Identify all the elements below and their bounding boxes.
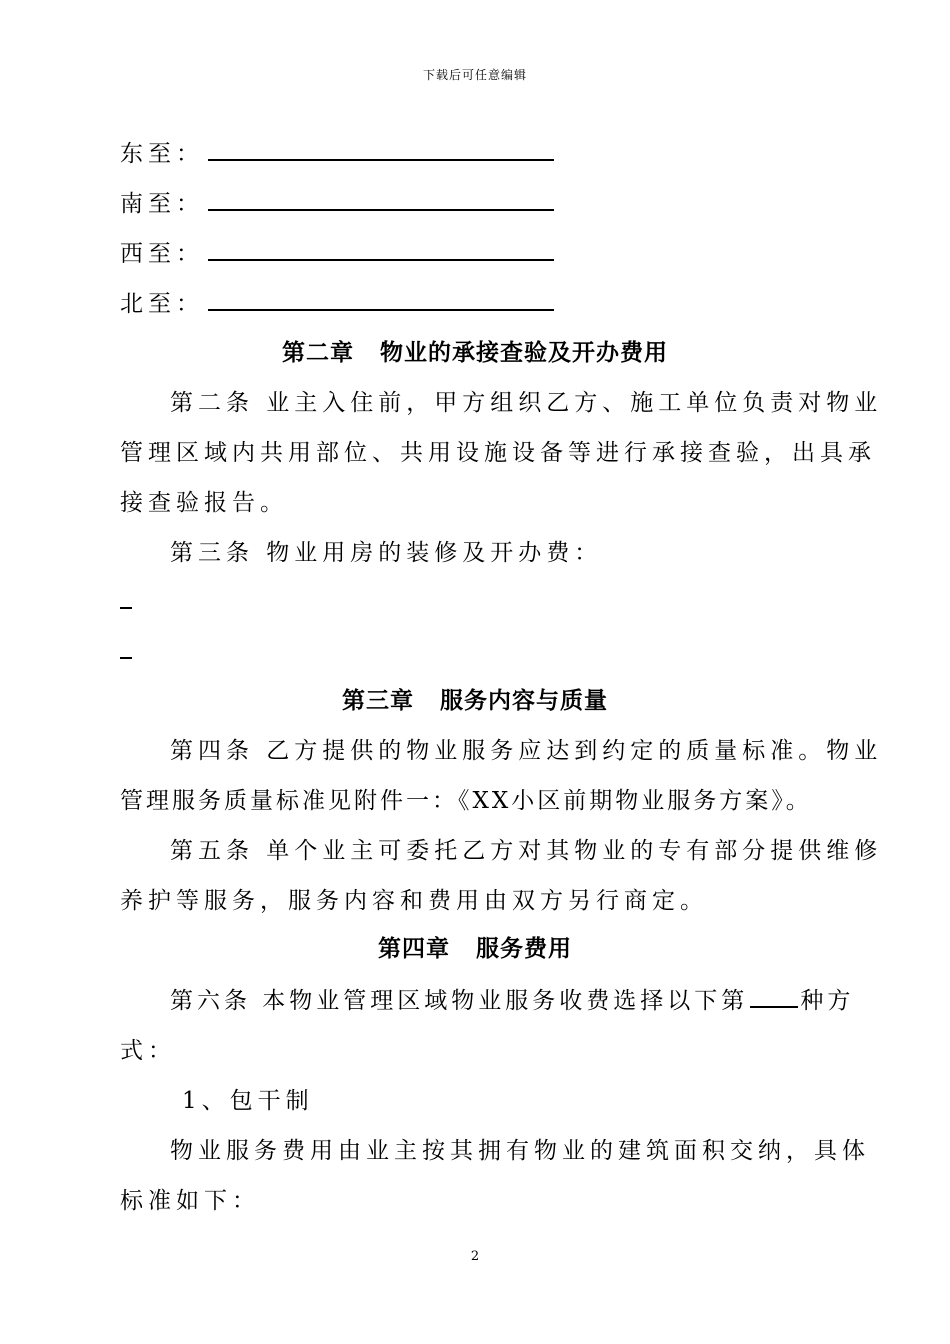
chapter-2-number: 第二章: [282, 340, 354, 366]
article-6-text-before: 第六条 本物业管理区域物业服务收费选择以下第: [170, 988, 749, 1014]
blank-line-2: [120, 657, 132, 659]
article-6-line-1: [170, 982, 854, 1015]
page-number: 2: [470, 1249, 480, 1264]
blank-line-1: [120, 607, 132, 609]
article-4-line-2: 管理服务质量标准见附件一：《XX小区前期物业服务方案》。: [120, 788, 812, 814]
article-2-line-1: 第二条 业主入住前，甲方组织乙方、施工单位负责对物业: [170, 390, 883, 416]
article-5-line-2: 养护等服务，服务内容和费用由双方另行商定。: [120, 888, 708, 914]
fee-text-line-2: 标准如下：: [120, 1188, 260, 1214]
option-1-fixed-fee: 1、包干制: [182, 1088, 314, 1114]
chapter-3-heading: [0, 682, 950, 715]
west-blank: [208, 241, 554, 261]
fee-text-line-1: 物业服务费用由业主按其拥有物业的建筑面积交纳，具体: [170, 1138, 870, 1164]
east-label: 东至：: [120, 141, 204, 167]
chapter-4-heading: [0, 930, 950, 963]
chapter-4-number: 第四章: [378, 936, 450, 962]
chapter-4-title: 服务费用: [476, 936, 572, 962]
page-header: 下载后可任意编辑: [422, 68, 527, 82]
south-label: 南至：: [120, 191, 204, 217]
west-boundary-line: [120, 235, 554, 268]
north-blank: [208, 291, 554, 311]
article-5-line-1: 第五条 单个业主可委托乙方对其物业的专有部分提供维修: [170, 838, 883, 864]
south-boundary-line: [120, 185, 554, 218]
chapter-2-title: 物业的承接查验及开办费用: [380, 340, 668, 366]
article-2-line-2: 管理区域内共用部位、共用设施设备等进行承接查验，出具承: [120, 440, 876, 466]
chapter-3-title: 服务内容与质量: [440, 688, 608, 714]
article-2-line-3: 接查验报告。: [120, 490, 288, 516]
south-blank: [208, 191, 554, 211]
article-3-line-1: 第三条 物业用房的装修及开办费：: [170, 540, 603, 566]
chapter-2-heading: [0, 334, 950, 367]
article-4-line-1: 第四条 乙方提供的物业服务应达到约定的质量标准。物业: [170, 738, 883, 764]
east-boundary-line: [120, 135, 554, 168]
east-blank: [208, 141, 554, 161]
north-label: 北至：: [120, 291, 204, 317]
article-6-text-after: 种方: [800, 988, 855, 1014]
method-choice-blank: [750, 988, 798, 1008]
west-label: 西至：: [120, 241, 204, 267]
chapter-3-number: 第三章: [342, 688, 414, 714]
north-boundary-line: [120, 285, 554, 318]
article-6-line-2: 式：: [120, 1038, 176, 1064]
